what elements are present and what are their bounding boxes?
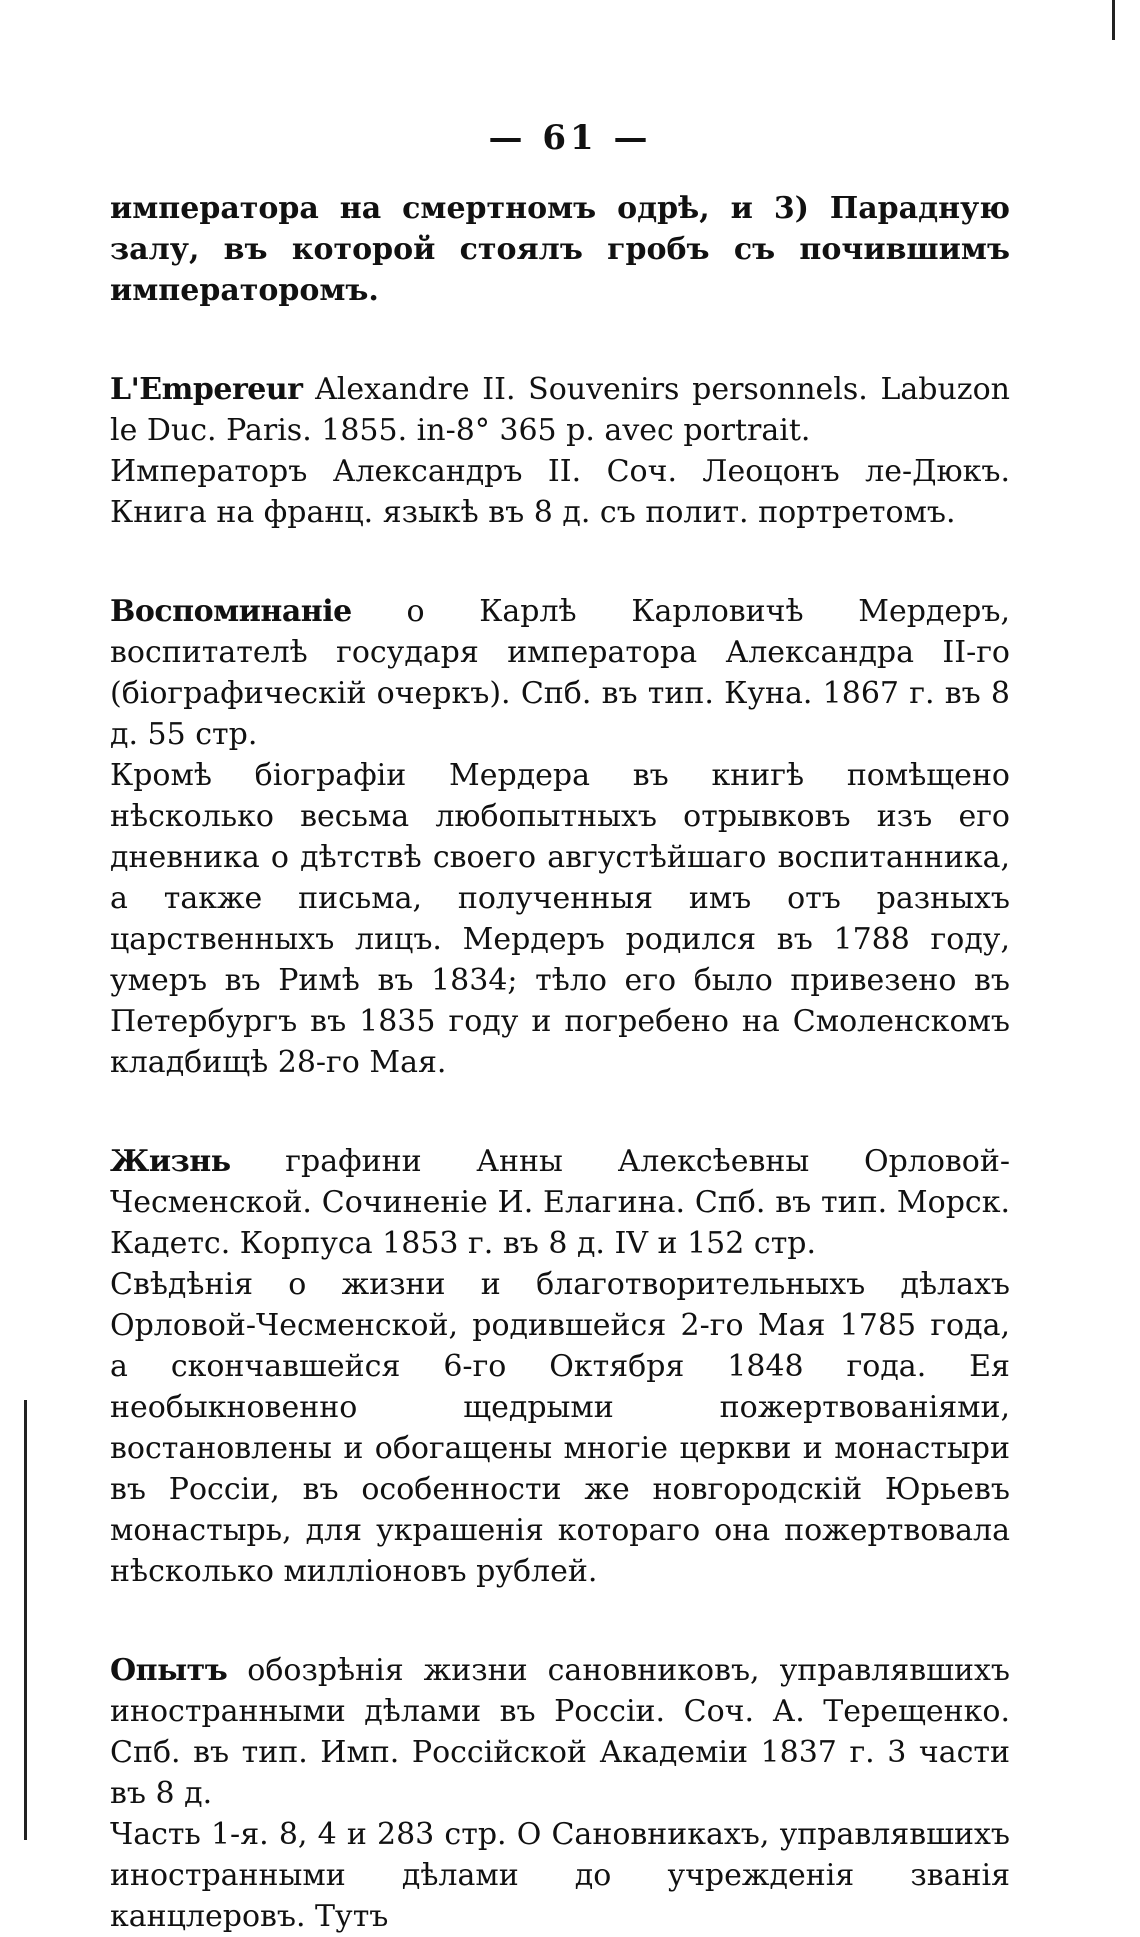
entry-heading-word: Жизнь [110, 1144, 231, 1179]
entry-merder-memoir [110, 591, 1010, 755]
entry-heading-word: L'Empereur [110, 372, 303, 407]
entry-text: Кромѣ біографіи Мердера въ книгѣ помѣщено нѣсколько весьма любопытныхъ отрывковъ изъ его дневника о дѣтствѣ своего августѣйшаго воспитанника, а также письма, полученныя имъ отъ разныхъ царственныхъ лицъ. Мердеръ родился въ 1788 году, умеръ въ Римѣ въ 1834; тѣло его было привезено въ Петербургъ въ 1835 году и погребено на Смоленскомъ кладбищѣ 28-го Мая. [110, 758, 1010, 1080]
entry-text: графини Анны Алексѣевны Орловой-Чесменской. Сочиненіе И. Елагина. Спб. въ тип. Морск. Кадетс. Корпуса 1853 г. въ 8 д. IV и 152 стр. [110, 1144, 1010, 1261]
entry-emperor-alexander-french [110, 369, 1010, 451]
entry-tereshchenko-survey [110, 1650, 1010, 1814]
section-gap [110, 533, 1010, 591]
scan-edge-top-right [1112, 0, 1115, 40]
scan-edge-bottom-left [24, 1400, 27, 1840]
page-number: — 61 — [488, 118, 652, 158]
entry-orlova-life [110, 1141, 1010, 1264]
entry-emperor-alexander-russian [110, 451, 1010, 533]
entry-text: обозрѣнія жизни сановниковъ, управлявшихъ иностранными дѣлами въ Россіи. Соч. А. Терещенко. Спб. въ тип. Имп. Россійской Академіи 1837 г. 3 части въ 8 д. [110, 1653, 1010, 1811]
paragraph-continuation [110, 188, 1010, 311]
section-gap [110, 1083, 1010, 1141]
section-gap [110, 311, 1010, 369]
entry-orlova-description [110, 1264, 1010, 1592]
entry-merder-description [110, 755, 1010, 1083]
entry-heading-word: Воспоминаніе [110, 594, 352, 629]
entry-text: Часть 1-я. 8, 4 и 283 стр. О Сановникахъ, управлявшихъ иностранными дѣлами до учрежденія званія канцлеровъ. Тутъ [110, 1817, 1010, 1934]
entry-text: о Карлѣ Карловичѣ Мердеръ, воспитателѣ государя императора Александра II-го (біографическій очеркъ). Спб. въ тип. Куна. 1867 г. въ 8 д. 55 стр. [110, 594, 1010, 752]
paragraph-text: императора на смертномъ одрѣ, и 3) Парадную залу, въ которой стоялъ гробъ съ почившимъ императоромъ. [110, 191, 1010, 308]
entry-text: Свѣдѣнія о жизни и благотворительныхъ дѣлахъ Орловой-Чесменской, родившейся 2-го Мая 1785 года, а скончавшейся 6-го Октября 1848 года. Ея необыкновенно щедрыми пожертвованіями, востановлены и обогащены многіе церкви и монастыри въ Россіи, въ особенности же новгородскій Юрьевъ монастырь, для украшенія котораго она пожертвовала нѣсколько милліоновъ рублей. [110, 1267, 1010, 1589]
entry-tereshchenko-description [110, 1814, 1010, 1937]
entry-heading-word: Опытъ [110, 1653, 228, 1688]
section-gap [110, 1592, 1010, 1650]
entry-text: Alexandre II. Souvenirs personnels. Labuzon le Duc. Paris. 1855. in-8° 365 p. avec portrait. [110, 372, 1010, 448]
body-text [110, 188, 1010, 1937]
entry-text: Императоръ Александръ II. Соч. Леоцонъ ле-Дюкъ. Книга на франц. языкѣ въ 8 д. съ полит. портретомъ. [110, 454, 1010, 530]
